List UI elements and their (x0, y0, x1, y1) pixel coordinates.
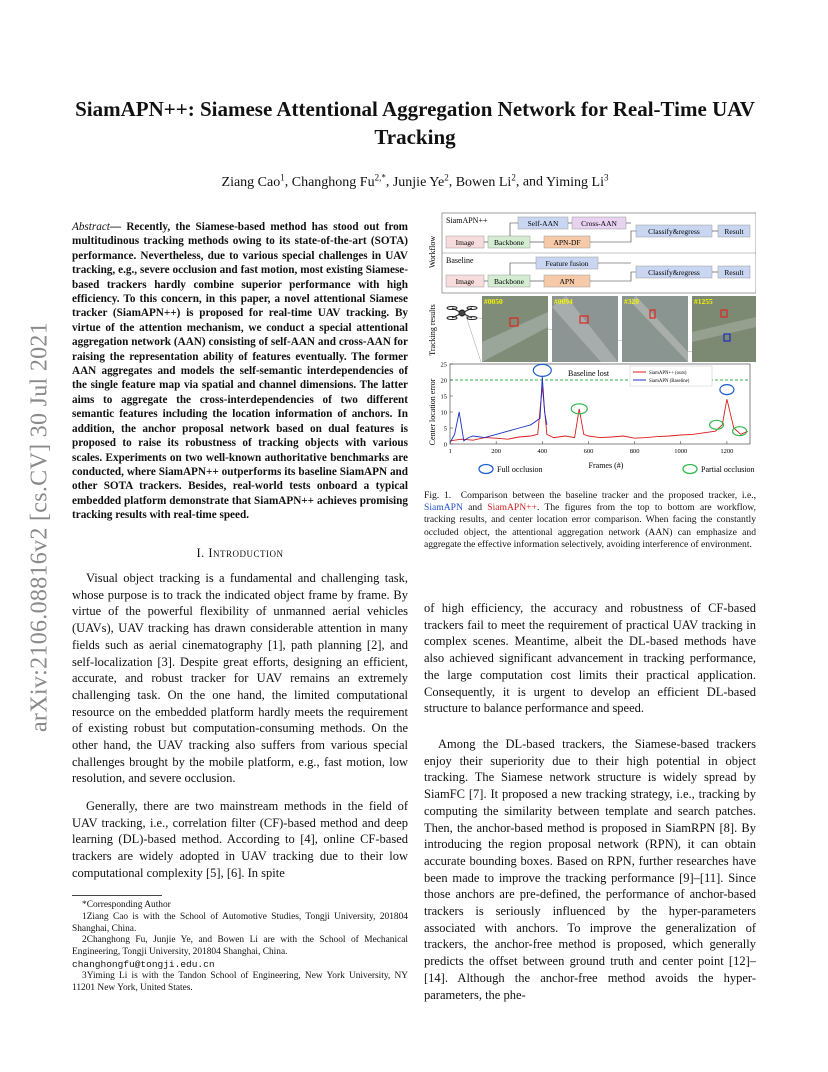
drone-icon (447, 307, 477, 320)
caption-siamapn: SiamAPN (424, 502, 463, 514)
classify-label-baseline: Classify&regress (648, 268, 700, 277)
author-affiliation-mark: 2,* (374, 172, 386, 182)
paper-title: SiamAPN++: Siamese Attentional Aggregation Network for Real-Time UAV Tracking (75, 97, 755, 149)
result-label-top: Result (724, 227, 744, 236)
y-tick-label: 10 (440, 409, 447, 417)
author-5: Yiming Li$^3$ (546, 172, 609, 190)
caption-post: . The figures from the top to bottom are workflow, tracking results, and center location error comparison. When facing the constantly occluded object, the attentional aggregation network (AAN) can emphasize and aggregate the effective information selectively, avoiding interference of environment. (424, 502, 756, 550)
frame-label-1: #0050 (484, 297, 503, 306)
author-3: Junjie Ye$^2$ (392, 172, 449, 190)
author-2: Changhong $Fu^{2,*}$ (291, 172, 386, 190)
x-tick-label: 1000 (674, 448, 688, 455)
baseline-name: Baseline (446, 256, 474, 265)
apn-label: APN (559, 277, 575, 286)
caption-pre: Comparison between the baseline tracker and the proposed tracker, i.e., (460, 490, 757, 501)
footnotes (72, 895, 408, 994)
image-box-baseline-label: Image (455, 277, 475, 286)
x-axis-label: Frames (#) (588, 461, 624, 470)
footnote-1: 1Ziang Cao is with the School of Automotive Studies, Tongji University, 201804 Shanghai, China. (72, 911, 408, 934)
y-tick-label: 25 (440, 361, 447, 369)
figure-caption (424, 490, 756, 551)
caption-and: and (462, 502, 488, 514)
image-box-label: Image (455, 238, 475, 247)
result-label-baseline: Result (724, 268, 744, 277)
frame-label-2: #0094 (554, 297, 573, 306)
feature-fusion-label: Feature fusion (545, 259, 589, 268)
x-tick-label: 600 (583, 448, 594, 455)
abstract-label: Abstract (72, 221, 110, 233)
y-tick-label: 5 (443, 425, 447, 433)
author-affiliation-mark: 2 (444, 172, 449, 182)
author-list: Ziang Cao$^1$, Changhong $Fu^{2,*}$, Junjie Ye$^2$, Bowen Li$^2$, and Yiming Li$^3$ (221, 172, 609, 190)
right-paragraph-1: of high efficiency, the accuracy and robustness of CF-based trackers fail to meet the requirement of practical UAV tracking in complex scenes. Meantime, albeit the DL-based methods have also achieved significant advancement in tracking performance, the large computation cost limits their practical application. Consequently, it is urgent to develop an efficient DL-based structure to balance performance and speed. (424, 601, 756, 716)
backbone-box-label: Backbone (494, 238, 524, 247)
author-4: Bowen Li$^2$ (455, 172, 516, 190)
frame-label-3: #320 (624, 297, 639, 306)
x-tick-label: 400 (537, 448, 548, 455)
full-occlusion-label: Full occlusion (497, 465, 543, 474)
arxiv-stamp: arXiv:2106.08816v2 [cs.CV] 30 Jul 2021 (26, 321, 53, 733)
x-tick-label: 200 (491, 448, 502, 455)
footnote-email: changhongfu@tongji.edu.cn (72, 958, 215, 970)
frame-label-4: #1255 (694, 297, 713, 306)
workflow-label: Workflow (428, 235, 437, 269)
x-tick-label: 800 (629, 448, 640, 455)
x-tick-label: 1200 (720, 448, 734, 455)
x-tick-label: 1 (448, 448, 452, 455)
cross-aan-label: Cross-AAN (581, 219, 617, 228)
intro-paragraph-2: Generally, there are two mainstream methods in the field of UAV tracking, i.e., correlation filter (CF)-based method and deep learning (DL)-based method. According to [4], online CF-based trackers are widely adopted in UAV tracking due to their low computational complexity [5], [6]. In spite (72, 799, 408, 880)
footnote-3: 3Yiming Li is with the Tandon School of Engineering, New York University, NY 11201 New York, United States. (72, 970, 408, 993)
error-label: Center location error (428, 378, 437, 446)
author-affiliation-mark: 1 (280, 172, 285, 182)
full-occlusion-marker (479, 465, 493, 474)
partial-occlusion-marker (683, 465, 697, 474)
figure-svg (426, 212, 756, 482)
footnote-corresponding: *Corresponding Author (82, 900, 171, 910)
abstract-text: — Recently, the Siamese-based method has stood out from multitudinous tracking methods owing to its state-of-the-art (SOTA) performance. Nevertheless, due to various special challenges in UAV tracking, e.g., severe occlusion and fast motion, most existing Siamese-based trackers hardly combine superior performance with high efficiency. To this concern, in this paper, a novel attentional Siamese tracker (SiamAPN++) is proposed for real-time UAV tracking. By virtue of the attention mechanism, we conduct a special attentional aggregation network (AAN) consisting of self-AAN and cross-AAN for raising the representation ability of features eventually. The former AAN aggregates and models the self-semantic interdependencies of the single feature map via spatial and channel dimensions. The latter aims to aggregate the cross-interdependencies of two different semantic features including the location information of anchors. In addition, the anchor proposal network based on dual features is proposed to raise its robustness of tracking objects with various scales. Experiments on two well-known authoritative benchmarks are conducted, where SiamAPN++ outperforms its baseline SiamAPN and other SOTA trackers. Besides, real-world tests onboard a typical embedded platform demonstrate that SiamAPN++ achieves promising tracking results with real-time speed. (72, 221, 408, 522)
y-tick-label: 15 (440, 393, 447, 401)
y-tick-label: 20 (440, 377, 447, 385)
baseline-lost-label: Baseline lost (568, 369, 610, 378)
abstract (72, 220, 408, 523)
classify-label-top: Classify&regress (648, 227, 700, 236)
backbone-box-baseline-label: Backbone (494, 277, 524, 286)
caption-label: Fig. 1. (424, 490, 452, 501)
tracking-label: Tracking results (428, 304, 437, 356)
siamapnpp-name: SiamAPN++ (446, 216, 488, 225)
tracking-frames (482, 296, 756, 362)
section-heading: I. Introduction (196, 546, 284, 560)
apn-df-label: APN-DF (553, 238, 581, 247)
y-tick-label: 0 (443, 441, 447, 449)
footnote-2: 2Changhong Fu, Junjie Ye, and Bowen Li are with the School of Mechanical Engineering, Tongji University, 201804 Shanghai, China. (72, 935, 408, 958)
partial-occlusion-label: Partial occlusion (701, 465, 755, 474)
intro-paragraph-1: Visual object tracking is a fundamental and challenging task, whose purpose is to track the indicated object frame by frame. By virtue of the powerful flexibility of unmanned aerial vehicles (UAVs), UAV tracking has drawn considerable attention in many fields such as aerial cinematography [1], path planning [2], and self-localization [3]. Despite great efforts, designing an efficient, accurate, and robust tracker for UAV remains an extremely challenging task. On the one hand, the limited computational resource on the embedded platform hardly meets the requirement of existing robust but computation-consuming methods. On the other hand, the UAV tracking also suffers from various special challenges brought by the mobile platform, e.g., fast motion, low resolution, and severe occlusion. (72, 571, 408, 786)
author-1: Ziang Cao$^1$ (221, 172, 285, 190)
self-aan-label: Self-AAN (527, 219, 559, 228)
legend-label-baseline: SiamAPN (Baseline) (649, 379, 690, 384)
legend (630, 366, 712, 386)
figure-1 (426, 212, 756, 482)
right-paragraph-2: Among the DL-based trackers, the Siamese-based trackers enjoy their superiority due to their high potential in object tracking. The Siamese network structure is widely spread by SiamFC [7]. It proposed a new tracking strategy, i.e., tracking by computing the similarity between template and search patches. Then, the anchor-based method is proposed in SiamRPN [8]. By introducing the region proposal network (RPN), it can obtain accurate bounding boxes. Based on RPN, further researches have been made to improve the tracking performance [9]–[11]. Since those anchors are pre-defined, the performance of anchor-based trackers is seriously influenced by the hyper-parameters associated with anchors. To improve the generalization of trackers, the anchor-free method is proposed, which generally predicts the offset between ground truth and center point [12]–[14]. Although the anchor-free method avoids the hyper-parameters, the phe- (424, 737, 756, 1002)
footnote-rule (72, 895, 162, 896)
author-affiliation-mark: 2 (511, 172, 516, 182)
author-affiliation-mark: 3 (603, 172, 609, 182)
caption-siamapnpp: SiamAPN++ (487, 502, 537, 514)
legend-label-ours: SiamAPN++ (ours) (649, 371, 687, 376)
